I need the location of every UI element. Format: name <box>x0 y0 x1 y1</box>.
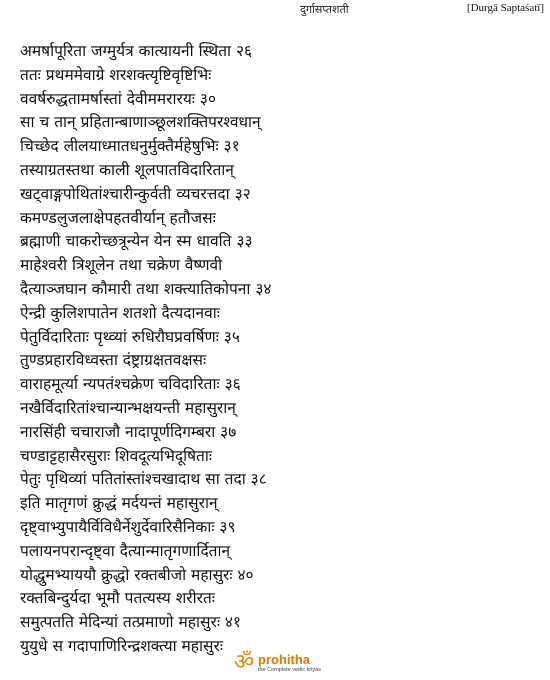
verse-line: वाराहमूर्त्या न्यपतंश्चक्रेण चविदारिताः ३६ <box>20 375 241 394</box>
om-icon: ॐ <box>234 650 255 675</box>
verse-line: ब्रह्माणी चाकरोच्छत्रून्येन येन स्म धावति ३३ <box>20 232 253 251</box>
verse-line: युयुधे स गदापाणिरिन्द्रशक्त्या महासुरः <box>20 636 223 655</box>
logo-wordmark: prohitha <box>258 652 310 667</box>
verse-line: रक्तबिन्दुर्यदा भूमौ पतत्यस्य शरीरतः <box>20 589 215 608</box>
verse-line: ववर्षरुद्धतामर्षास्तां देवीममरारयः ३० <box>20 89 217 108</box>
verse-line: कमण्डलुजलाक्षेपहतवीर्यान् हतौजसः <box>20 208 216 227</box>
verse-line: नखैर्विदारितांश्चान्यान्भक्षयन्ती महासुरान् <box>20 398 236 417</box>
verse-line: पलायनपरान्दृष्ट्वा दैत्यान्मातृगणार्दितान् <box>20 541 231 560</box>
verse-line: दृष्ट्वाभ्युपायैर्विविधैर्नेशुर्देवारिसैनिकाः ३९ <box>20 517 236 536</box>
document-title: दुर्गासप्तशती <box>300 3 349 16</box>
verse-line: पेतुः पृथिव्यां पतितांस्तांश्चखादाथ सा तदा ३८ <box>20 470 267 489</box>
verse-line: तुण्डप्रहारविध्वस्ता दंष्ट्राग्रक्षतवक्षसः <box>20 351 207 370</box>
verse-line: सा च तान् प्रहितान्बाणाञ्छूलशक्तिपरश्वधान् <box>20 113 261 132</box>
verse-line: खट्वाङ्गपोथितांश्चारीन्कुर्वती व्यचरत्तदा ३२ <box>20 184 251 203</box>
verse-line: माहेश्वरी त्रिशूलेन तथा चक्रेण वैष्णवी <box>20 256 223 275</box>
verse-line: चण्डाट्टहासैरसुराः शिवदूत्यभिदूषिताः <box>20 446 213 465</box>
page-header <box>0 2 550 20</box>
verse-line: दैत्याञ्जघान कौमारी तथा शक्त्यातिकोपना ३४ <box>20 279 272 298</box>
verse-line: अमर्षापूरिता जग्मुर्यत्र कात्यायनी स्थिता २६ <box>20 42 253 60</box>
logo-tagline: the Complete vedic kriyas <box>258 667 321 673</box>
verse-line: चिच्छेद लीलयाध्मातधनुर्मुक्तैर्महेषुभिः ३१ <box>20 137 240 156</box>
verse-line: नारसिंही चचाराजौ नादापूर्णदिगम्बरा ३७ <box>20 422 237 441</box>
verse-text-block <box>20 40 540 659</box>
verse-line: योद्धुमभ्याययौ क्रुद्धो रक्तबीजो महासुरः ४० <box>20 565 254 584</box>
verse-line: ऐन्द्री कुलिशपातेन शतशो दैत्यदानवाः <box>20 303 220 322</box>
footer-logo <box>0 652 550 678</box>
verse-line: तस्याग्रतस्तथा काली शूलपातविदारितान् <box>20 160 234 179</box>
document-title-transliterated: [Durgā Saptaśatī] <box>466 2 544 14</box>
verse-line: समुत्पतति मेदिन्यां तत्प्रमाणो महासुरः ४१ <box>20 613 241 632</box>
verse-line: ततः प्रथममेवाग्रे शरशक्त्यृष्टिवृष्टिभिः <box>20 65 212 84</box>
verse-line: पेतुर्विदारिताः पृथ्व्यां रुधिरौघप्रवर्षिणः ३५ <box>20 327 240 346</box>
verse-line: इति मातृगणं क्रुद्धं मर्दयन्तं महासुरान् <box>20 494 218 513</box>
